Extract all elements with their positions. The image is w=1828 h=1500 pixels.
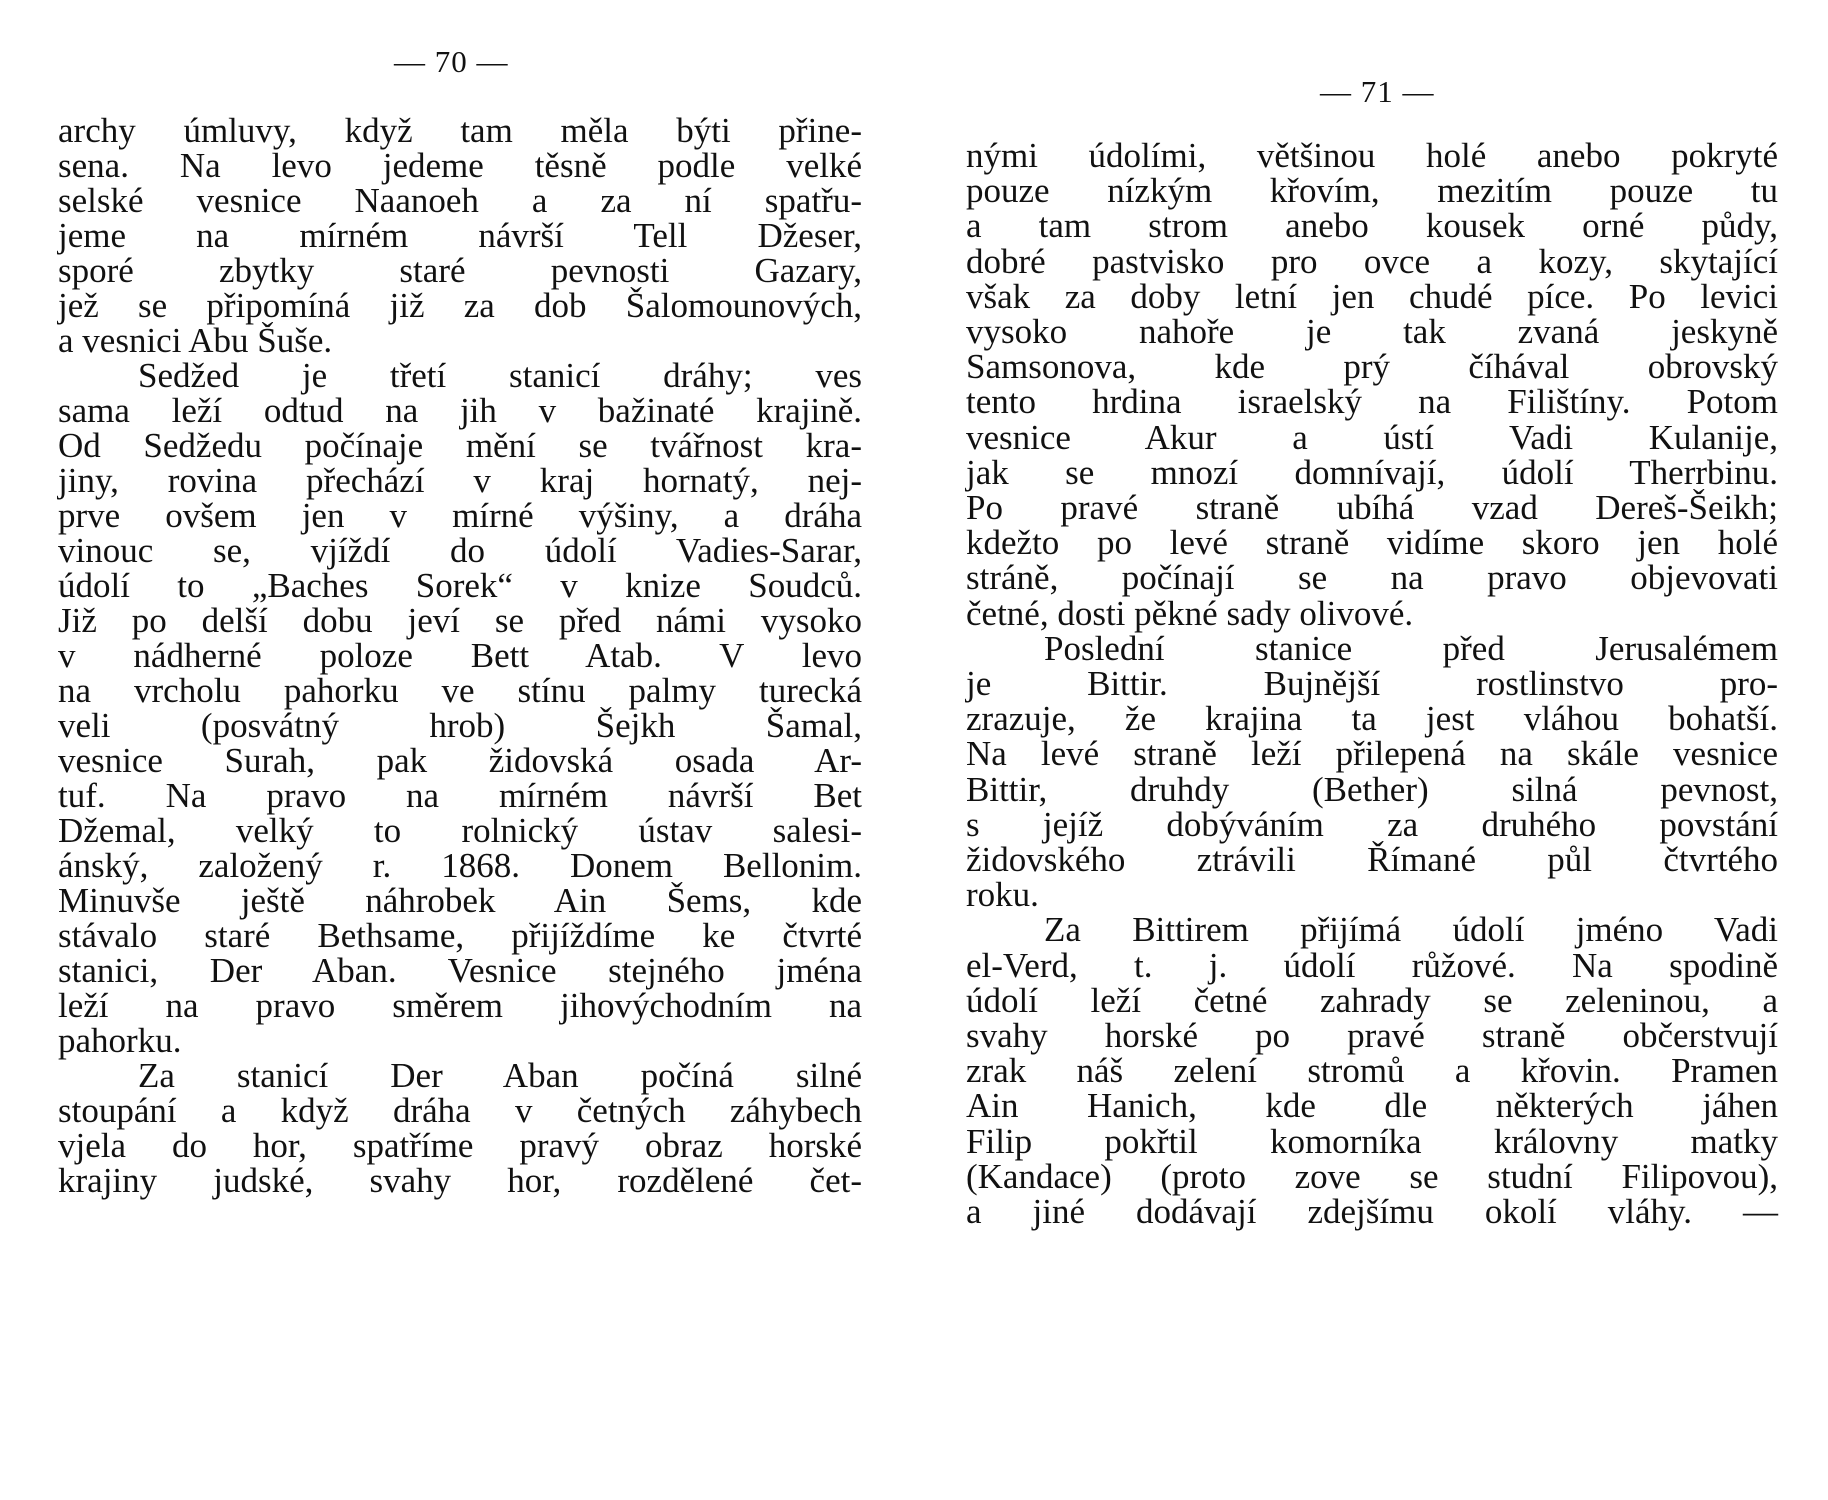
text-line: tuf. Na pravo na mírném návrší Bet (58, 776, 862, 815)
text-line: Od Sedžedu počínaje mění se tvářnost kra- (58, 426, 862, 465)
text-line: kdežto po levé straně vidíme skoro jen holé (966, 523, 1778, 563)
text-line: Poslední stanice před Jerusalémem (1044, 628, 1778, 668)
text-line: Minuvše ještě náhrobek Ain Šems, kde (58, 881, 862, 920)
right-page (900, 0, 1828, 1500)
text-line: sena. Na levo jedeme těsně podle velké (58, 146, 862, 185)
text-line: vesnice Surah, pak židovská osada Ar- (58, 741, 862, 780)
text-line: Již po delší dobu jeví se před námi vysoko (58, 601, 862, 640)
text-line: stoupání a když dráha v četných záhybech (58, 1091, 862, 1130)
text-line: Samsonova, kde prý číhával obrovský (966, 347, 1778, 387)
text-line: vjela do hor, spatříme pravý obraz horské (58, 1126, 862, 1165)
text-line: údolí leží četné zahrady se zeleninou, a (966, 980, 1778, 1020)
text-line: sporé zbytky staré pevnosti Gazary, (58, 251, 862, 290)
text-line: jež se připomíná již za dob Šalomounových, (58, 286, 862, 325)
text-line: Na levé straně leží přilepená na skále vesnice (966, 734, 1778, 774)
text-line: roku. (966, 875, 1039, 915)
text-line: pahorku. (58, 1021, 182, 1060)
text-line: Za stanicí Der Aban počíná silné (138, 1056, 862, 1095)
text-line: Po pravé straně ubíhá vzad Dereš-Šeikh; (966, 488, 1778, 527)
text-line: je Bittir. Bujnější rostlinstvo pro- (966, 664, 1778, 703)
text-line: jeme na mírném návrší Tell Džeser, (58, 216, 862, 255)
text-line: na vrcholu pahorku ve stínu palmy turecká (58, 671, 862, 710)
text-line: a tam strom anebo kousek orné půdy, (966, 206, 1778, 246)
page-number: — 71 — (1320, 74, 1435, 109)
text-line: prve ovšem jen v mírné výšiny, a dráha (58, 496, 862, 535)
text-line: s jejíž dobýváním za druhého povstání (966, 804, 1778, 844)
text-line: tento hrdina israelský na Filištíny. Potom (966, 382, 1778, 422)
text-line: vysoko nahoře je tak zvaná jeskyně (966, 312, 1778, 351)
text-line: v nádherné poloze Bett Atab. V levo (58, 636, 862, 675)
text-line: četné, dosti pěkné sady olivové. (966, 593, 1414, 633)
text-line: Bittir, druhdy (Bether) silná pevnost, (966, 769, 1778, 809)
text-line: archy úmluvy, když tam měla býti přine- (58, 111, 862, 150)
text-line: a jiné dodávají zdejšímu okolí vláhy. — (966, 1192, 1778, 1231)
text-line: el-Verd, t. j. údolí růžové. Na spodině (966, 945, 1778, 985)
page-number: — 70 — (394, 44, 509, 79)
text-line: krajiny judské, svahy hor, rozdělené čet- (58, 1161, 862, 1200)
text-line: svahy horské po pravé straně občerstvují (966, 1016, 1778, 1055)
text-line: Džemal, velký to rolnický ústav salesi- (58, 811, 862, 850)
text-line: nými údolími, většinou holé anebo pokryté (966, 136, 1778, 175)
text-line: zrazuje, že krajina ta jest vláhou bohatší. (966, 699, 1778, 739)
text-line: (Kandace) (proto zove se studní Filipovou), (966, 1156, 1778, 1196)
text-line: leží na pravo směrem jihovýchodním na (58, 986, 862, 1025)
text-line: údolí to „Baches Sorek“ v knize Soudců. (58, 566, 862, 605)
text-line: vesnice Akur a ústí Vadi Kulanije, (966, 417, 1778, 457)
text-line: sama leží odtud na jih v bažinaté krajině. (58, 391, 862, 430)
text-line: však za doby letní jen chudé píce. Po levici (966, 276, 1778, 316)
text-line: selské vesnice Naanoeh a za ní spatřu- (58, 181, 862, 220)
text-line: dobré pastvisko pro ovce a kozy, skytající (966, 241, 1778, 281)
text-line: Za Bittirem přijímá údolí jméno Vadi (1044, 910, 1778, 950)
text-line: stanici, Der Aban. Vesnice stejného jména (58, 951, 862, 990)
text-line: stávalo staré Bethsame, přijíždíme ke čtvrté (58, 916, 862, 955)
left-page (0, 0, 900, 1500)
text-line: a vesnici Abu Šuše. (58, 321, 333, 360)
text-line: veli (posvátný hrob) Šejkh Šamal, (58, 706, 862, 745)
text-line: židovského ztrávili Římané půl čtvrtého (966, 840, 1778, 879)
text-line: Ain Hanich, kde dle některých jáhen (966, 1086, 1778, 1126)
text-line: ánský, založený r. 1868. Donem Bellonim. (58, 846, 862, 885)
text-line: vinouc se, vjíždí do údolí Vadies-Sarar, (58, 531, 862, 570)
text-line: Filip pokřtil komorníka královny matky (966, 1121, 1778, 1161)
text-line: zrak náš zelení stromů a křovin. Pramen (966, 1051, 1778, 1091)
text-line: stráně, počínají se na pravo objevovati (966, 558, 1778, 598)
text-line: jak se mnozí domnívají, údolí Therrbinu. (966, 452, 1778, 492)
text-line: pouze nízkým křovím, mezitím pouze tu (966, 171, 1778, 211)
text-line: Sedžed je třetí stanicí dráhy; ves (138, 356, 862, 395)
text-line: jiny, rovina přechází v kraj hornatý, nej- (58, 461, 862, 500)
